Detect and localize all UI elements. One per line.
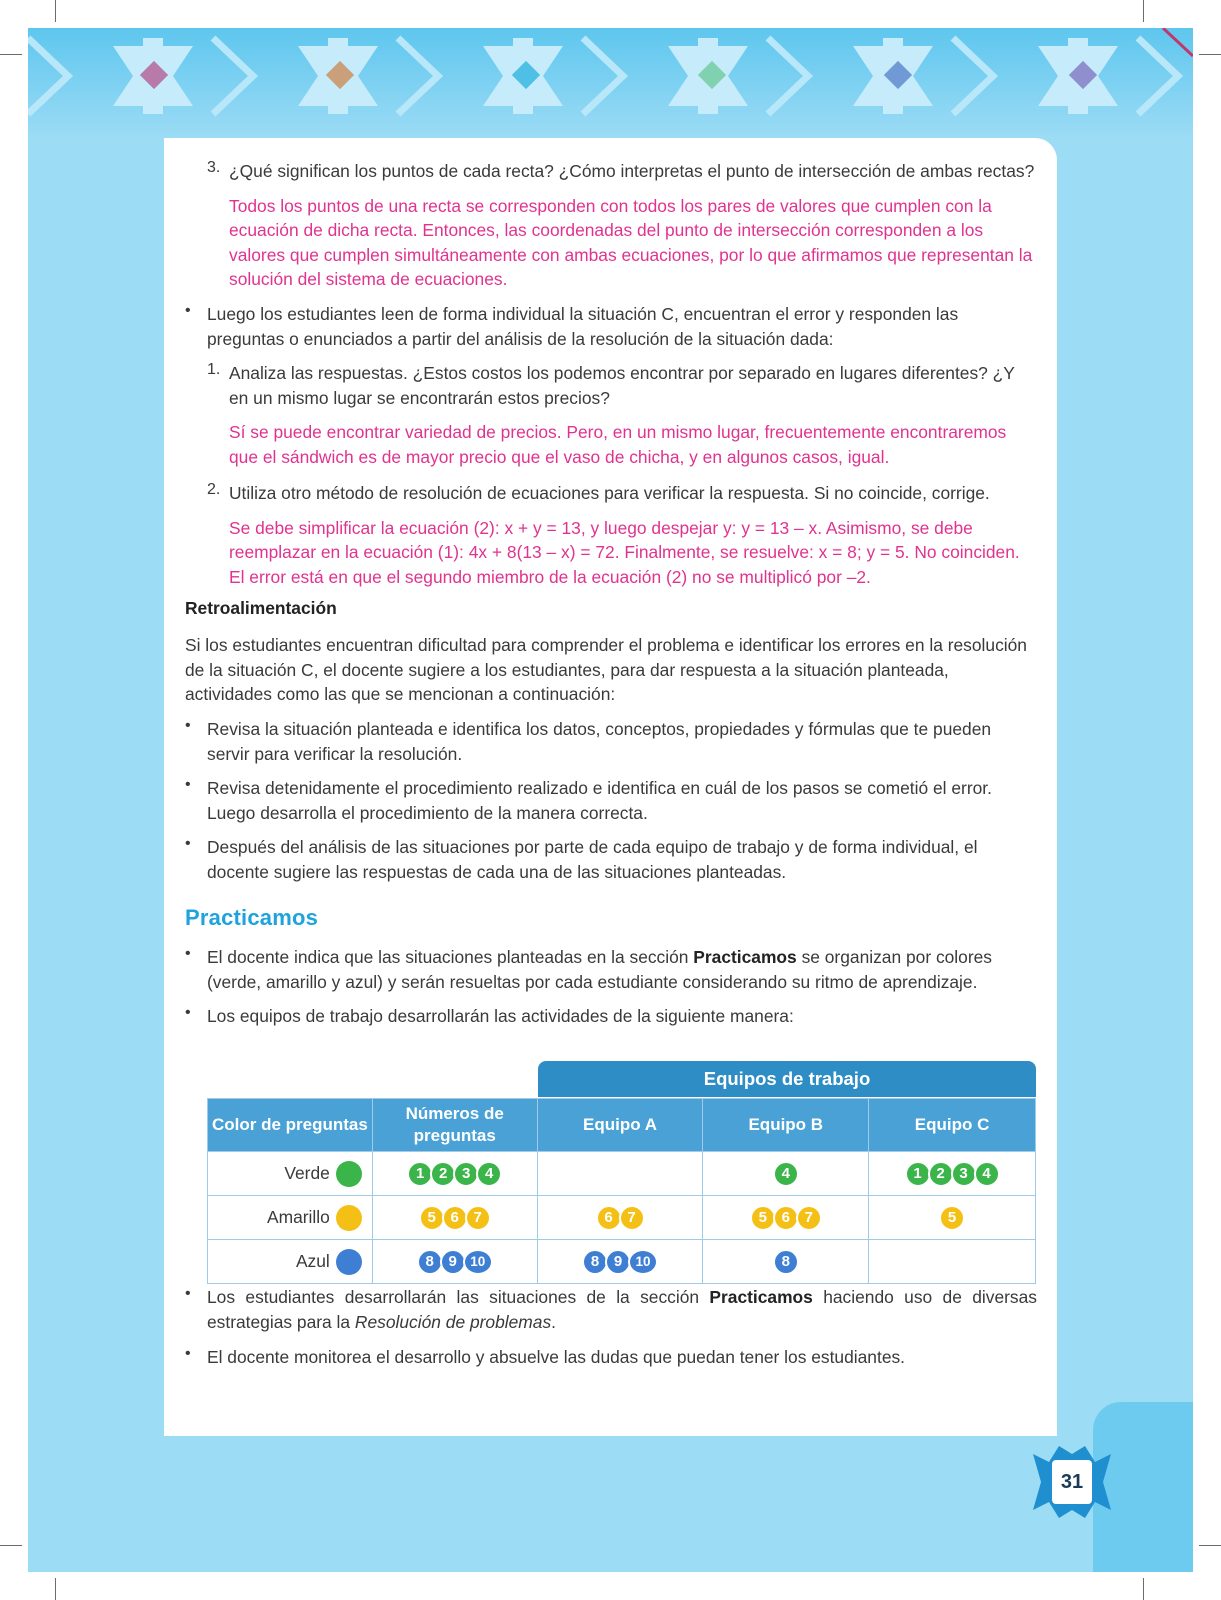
header-equipo-c: Equipo C [869, 1099, 1036, 1152]
numeros-cell [372, 1152, 537, 1196]
badge-group [905, 1161, 1000, 1187]
question-badge: 4 [476, 1161, 502, 1187]
question-badge: 7 [796, 1205, 822, 1231]
bullet-dot: • [185, 1345, 191, 1362]
question-badge: 1 [407, 1161, 433, 1187]
bullet-dot: • [185, 776, 191, 793]
numeros-cell [372, 1240, 537, 1284]
table-row [208, 1196, 1036, 1240]
equipo-a-cell [537, 1196, 703, 1240]
crop-mark [1199, 54, 1221, 55]
question-badge: 8 [582, 1249, 608, 1275]
table-row [208, 1240, 1036, 1284]
question-badge: 6 [596, 1205, 622, 1231]
bullet-dot: • [185, 717, 191, 734]
header-equipo-a: Equipo A [537, 1099, 703, 1152]
retroalimentacion-heading: Retroalimentación [185, 598, 337, 618]
color-label: Amarillo [266, 1207, 330, 1227]
question-number: 1. [207, 361, 221, 378]
header-color: Color de preguntas [208, 1099, 373, 1152]
crop-mark [1143, 1578, 1144, 1600]
question-badge: 7 [465, 1205, 491, 1231]
color-cell [208, 1240, 373, 1284]
question-3 [207, 159, 1037, 292]
equipo-a-cell [537, 1240, 703, 1284]
question-badge: 2 [430, 1161, 456, 1187]
table-header-row [208, 1099, 1036, 1152]
question-badge: 4 [974, 1161, 1000, 1187]
header-equipo-b: Equipo B [703, 1099, 869, 1152]
question-badge: 3 [453, 1161, 479, 1187]
color-cell [208, 1152, 373, 1196]
question-text: ¿Qué significan los puntos de cada recta? ¿Cómo interpretas el punto de intersección de ambas rectas? [229, 161, 1035, 181]
text-run: haciendo uso de diversas estrategias para la [207, 1287, 1037, 1332]
bullet-text [207, 945, 1037, 994]
retro-bullet [185, 717, 1037, 766]
equipo-b-cell [703, 1196, 869, 1240]
yellow-circle-icon [336, 1205, 362, 1231]
question-badge: 10 [628, 1249, 658, 1275]
answer-text: Sí se puede encontrar variedad de precios. Pero, en un mismo lugar, frecuentemente encontraremos que el sándwich es de mayor precio que el vaso de chicha, y en algunos casos, igual. [229, 422, 1007, 467]
teams-table [207, 1098, 1036, 1284]
numeros-cell [372, 1196, 537, 1240]
text-run: El docente indica que las situaciones planteadas en la sección [207, 947, 694, 967]
color-label: Verde [284, 1163, 330, 1183]
banner-pattern [28, 28, 1193, 140]
question-badge: 8 [417, 1249, 443, 1275]
practicamos-bullet [185, 1004, 1037, 1029]
italic-term: Resolución de problemas [354, 1311, 552, 1332]
equipo-b-cell [703, 1152, 869, 1196]
practicamos-heading: Practicamos [185, 905, 319, 930]
question-badge: 10 [463, 1249, 493, 1275]
crop-mark [1143, 0, 1144, 22]
equipo-c-cell [869, 1152, 1036, 1196]
badge-group [773, 1161, 799, 1187]
question-badge: 4 [773, 1161, 799, 1187]
header-numeros: Números de preguntas [372, 1099, 537, 1152]
question-badge: 3 [951, 1161, 977, 1187]
blue-circle-icon [336, 1249, 362, 1275]
crop-mark [0, 1545, 22, 1546]
badge-group [939, 1205, 965, 1231]
question-badge: 9 [605, 1249, 631, 1275]
bullet-dot: • [185, 302, 191, 319]
equipo-c-cell [869, 1196, 1036, 1240]
equipo-c-cell [869, 1240, 1036, 1284]
badge-group [773, 1249, 799, 1275]
page-number: 31 [1060, 1470, 1084, 1493]
question-2 [207, 481, 1037, 589]
crop-mark [55, 0, 56, 22]
question-1 [207, 361, 1037, 469]
question-badge: 2 [928, 1161, 954, 1187]
badge-group [419, 1205, 491, 1231]
text-run: . [551, 1311, 556, 1332]
bullet-text: Después del análisis de las situaciones por parte de cada equipo de trabajo y de forma individual, el docente sugiere las respuestas de cada una de las situaciones planteadas. [207, 837, 978, 882]
equipo-b-cell [703, 1240, 869, 1284]
question-number: 2. [207, 481, 221, 498]
badge-group [596, 1205, 645, 1231]
bullet-situacion-c [185, 302, 1037, 351]
color-cell [208, 1196, 373, 1240]
bullet-dot: • [185, 835, 191, 852]
color-label: Azul [295, 1251, 330, 1271]
bullet-dot: • [185, 1285, 191, 1302]
bold-term: Practicamos [709, 1287, 813, 1307]
practicamos-bullet [185, 1345, 1037, 1370]
badge-group [407, 1161, 502, 1187]
crop-mark [1199, 1545, 1221, 1546]
bold-term: Practicamos [693, 947, 797, 967]
text-run: se organizan por colores (verde, amarillo y azul) y serán resueltas por cada estudiante considerando su ritmo de aprendizaje. [207, 947, 993, 992]
question-text: Utiliza otro método de resolución de ecuaciones para verificar la respuesta. Si no coincide, corrige. [229, 483, 990, 503]
text-run: Los estudiantes desarrollarán las situaciones de la sección [207, 1287, 710, 1307]
bullet-text: Revisa la situación planteada e identifica los datos, conceptos, propiedades y fórmulas que te pueden servir para verificar la resolución. [207, 719, 992, 764]
question-badge: 7 [619, 1205, 645, 1231]
badge-group [582, 1249, 658, 1275]
bullet-dot: • [185, 945, 191, 962]
bullet-text [207, 1285, 1037, 1334]
practicamos-bullet [185, 1285, 1037, 1334]
question-badge: 5 [419, 1205, 445, 1231]
question-badge: 8 [773, 1249, 799, 1275]
equipo-a-cell [537, 1152, 703, 1196]
question-badge: 6 [773, 1205, 799, 1231]
question-badge: 9 [440, 1249, 466, 1275]
page-number-badge [1033, 1444, 1111, 1520]
decorative-banner [28, 28, 1193, 140]
answer-text: Se debe simplificar la ecuación (2): x + y = 13, y luego despejar y: y = 13 – x. Asimismo, se debe reemplazar en la ecuación (1): 4x + 8(13 – x) = 72. Finalmente, se resuelve: x = 8; y = 5. No coinciden. El error está en que el segundo miembro de la ecuación (2) no se multiplicó por –2. [229, 517, 1020, 587]
crop-mark [55, 1578, 56, 1600]
bullet-text: Revisa detenidamente el procedimiento realizado e identifica en cuál de los pasos se cometió el error. Luego desarrolla el procedimiento de la manera correcta. [207, 778, 992, 823]
bullet-text: El docente monitorea el desarrollo y absuelve las dudas que puedan tener los estudiantes. [207, 1347, 906, 1367]
question-badge: 5 [939, 1205, 965, 1231]
retro-bullet [185, 835, 1037, 884]
question-badge: 5 [750, 1205, 776, 1231]
question-text: Analiza las respuestas. ¿Estos costos los podemos encontrar por separado en lugares diferentes? ¿Y en un mismo lugar se encontrarán estos precios? [229, 363, 1015, 408]
badge-group [417, 1249, 493, 1275]
question-badge: 6 [442, 1205, 468, 1231]
table-row [208, 1152, 1036, 1196]
answer-text: Todos los puntos de una recta se corresponden con todos los pares de valores que cumplen con la ecuación de dicha recta. Entonces, las coordenadas del punto de intersección corresponden a los valores que cumplen simultáneamente con ambas ecuaciones, por lo que afirmamos que representan la solución del sistema de ecuaciones. [229, 195, 1033, 289]
retroalimentacion-text: Si los estudiantes encuentran dificultad para comprender el problema e identificar los errores en la resolución de la situación C, el docente sugiere a los estudiantes, para dar respuesta a la situación planteada, actividades como las que se mencionan a continuación: [185, 635, 1027, 704]
practicamos-bullet [185, 945, 1037, 994]
bullet-text: Luego los estudiantes leen de forma individual la situación C, encuentran el error y responden las preguntas o enunciados a partir del análisis de la resolución de la situación dada: [207, 304, 959, 349]
table-group-header: Equipos de trabajo [538, 1061, 1036, 1097]
question-badge: 1 [905, 1161, 931, 1187]
bullet-text: Los equipos de trabajo desarrollarán las actividades de la siguiente manera: [207, 1006, 794, 1026]
question-number: 3. [207, 159, 221, 176]
green-circle-icon [336, 1161, 362, 1187]
retro-bullet [185, 776, 1037, 825]
bullet-dot: • [185, 1004, 191, 1021]
badge-group [750, 1205, 822, 1231]
crop-mark [0, 54, 22, 55]
